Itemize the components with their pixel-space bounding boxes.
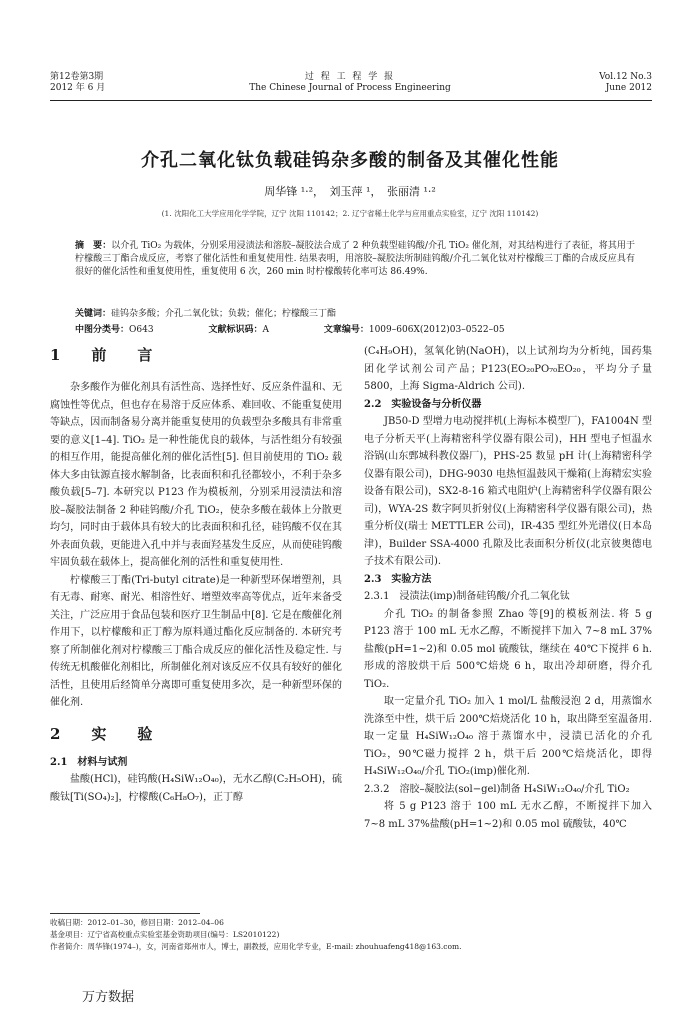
intro-paragraph-1: 杂多酸作为催化剂具有活性高、选择性好、反应条件温和、无腐蚀性等优点，但也存在易溶于反应体系、难回收、不能重复使用等缺点，因而制备易分离并能重复使用的负载型杂多酸具有非常重要的意义[1–4]. TiO₂ 是一种性能优良的载体，与活性组分有较强的相互作用，能提高催化剂的催化活性[5]. 但目前使用的 TiO₂ 载体大多由钛源直接水解制备，比表面积和孔径都较小，不利于杂多酸负载[5–7]. 本研究以 P123 作为模板剂，分别采用浸渍法和溶胶–凝胶法制备 2 种硅钨酸/介孔 TiO₂，使杂多酸在载体上分散更均匀，同时由于载体具有较大的比表面积和孔径，硅钨酸不仅在其外表面负载，更能进入孔中并与表面羟基发生反应，从而使硅钨酸牢固负载在载体上，提高催化剂的活性和重复使用性. [50, 382, 342, 568]
doc-value: A [262, 325, 269, 335]
footnote-rule [50, 913, 200, 914]
right-column [364, 343, 652, 833]
abstract-text: 以介孔 TiO₂ 为载体，分别采用浸渍法和溶胶–凝胶法合成了 2 种负载型硅钨酸/介孔 TiO₂ 催化剂，对其结构进行了表征，将其用于柠檬酸三丁酯合成反应，考察了催化活性和重复使用性. 结果表明，用溶胶–凝胶法所制硅钨酸/介孔二氧化钛对柠檬酸三丁酯的合成反应具有很好的催化活性和重复使用性，重复使用 6 次，260 min 时柠檬酸转化率可达 86.49%. [75, 241, 635, 277]
header-rule [50, 100, 652, 101]
keywords [75, 306, 635, 319]
article-value: 1009–606X(2012)03–0522–05 [368, 325, 505, 335]
header-month: June 2012 [605, 83, 652, 93]
equipment-paragraph: JB50-D 型增力电动搅拌机(上海标本模型厂)，FA1004N 型电子分析天平(上海精密科学仪器有限公司)，HH 型电子恒温水浴锅(山东鄄城科教仪器厂)，PHS-25 数显 pH 计(上海精密科学仪器有限公司)，DHG-9030 电热恒温鼓风干燥箱(上海精宏实验设备有限公司)，SX2-8-16 箱式电阻炉(上海精密科学仪器有限公司)，WYA-2S 数字阿贝折射仪(上海精密科学仪器有限公司)，热重分析仪(瑞士 METTLER 公司)，IR-435 型红外光谱仪(日本岛津)，Builder SSA-4000 孔隙及比表面积分析仪(北京彼奥德电子技术有限公司). [364, 416, 652, 567]
journal-name-en: The Chinese Journal of Process Engineering [249, 83, 451, 93]
header-vol-no: Vol.12 No.3 [599, 72, 652, 82]
method-paragraph-2: 取一定量介孔 TiO₂ 加入 1 mol/L 盐酸浸泡 2 d，用蒸馏水洗涤至中性，烘干后 200℃焙烧活化 10 h，取出降至室温备用. 取一定量 H₄SiW₁₂O₄₀ 溶于蒸馏水中，浸渍已活化的介孔 TiO₂，90℃磁力搅拌 2 h，烘干后 200℃焙烧活化，即得 H₄SiW₁₂O₄₀/介孔 TiO₂(imp)催化剂. [364, 696, 652, 777]
section-2-heading: 2 实 验 [50, 724, 161, 743]
left-column [50, 345, 342, 806]
header-issue [50, 72, 105, 94]
article-label: 文章编号： [323, 325, 369, 335]
footnote-fund: 基金项目：辽宁省高校重点实验室基金资助项目(编号：LS2010122) [50, 930, 280, 939]
method-paragraph-1: 介孔 TiO₂ 的制备参照 Zhao 等[9]的模板剂法. 将 5 g P123 溶于 100 mL 无水乙醇，不断搅拌下加入 7~8 mL 37%盐酸(pH=1~2)和 0.05 mol 硫酸钛，继续在 40℃下搅拌 6 h. 形成的溶胶烘干后 500℃焙烧 6 h，取出冷却研磨，得介孔 TiO₂. [364, 608, 652, 690]
section-2-1-heading: 2.1 材料与试剂 [50, 756, 128, 768]
keywords-label: 关键词： [75, 309, 112, 319]
footnote-received: 收稿日期：2012–01–30，修回日期：2012–04–06 [50, 918, 224, 927]
journal-name-cn: 过 程 工 程 学 报 [304, 72, 396, 82]
clc-label: 中图分类号： [75, 325, 130, 335]
paper-authors: 周华锋 ¹·²， 刘玉萍 ¹， 张丽清 ¹·² [264, 185, 436, 198]
header-volume-en [599, 72, 652, 94]
clc-value: O643 [129, 325, 154, 335]
watermark: 万方数据 [82, 990, 135, 1005]
materials-paragraph: 盐酸(HCl)，硅钨酸(H₄SiW₁₂O₄₀)，无水乙醇(C₂H₅OH)，硫酸钛[Ti(SO₄)₂]，柠檬酸(C₆H₈O₇)，正丁醇 [50, 774, 342, 803]
header-date: 2012 年 6 月 [50, 83, 106, 93]
header-volume: 第12卷第3期 [50, 72, 104, 82]
abstract [75, 240, 635, 279]
section-2-3-2-heading: 2.3.2 溶胶–凝胶法(sol−gel)制备 H₄SiW₁₂O₄₀/介孔 TiO₂ [364, 783, 630, 795]
header-journal [200, 72, 500, 94]
abstract-label: 摘 要： [75, 241, 112, 251]
classification-line [75, 322, 635, 335]
method-paragraph-3: 将 5 g P123 溶于 100 mL 无水乙醇，不断搅拌下加入 7~8 mL 37%盐酸(pH=1~2)和 0.05 mol 硫酸钛，40℃ [364, 801, 652, 830]
article-code [324, 325, 531, 335]
paper-affiliation: (1. 沈阳化工大学应用化学学院，辽宁 沈阳 110142；2. 辽宁省稀土化学与应用重点实验室，辽宁 沈阳 110142) [161, 209, 539, 218]
section-2-3-1-heading: 2.3.1 浸渍法(imp)制备硅钨酸/介孔二氧化钛 [364, 591, 570, 602]
doc-code [208, 325, 295, 335]
keywords-text: 硅钨杂多酸；介孔二氧化钛；负载；催化；柠檬酸三丁酯 [111, 309, 337, 319]
footnote-author: 作者简介：周华锋(1974–)，女，河南省郑州市人，博士，副教授，应用化学专业，E-mail: zhouhuafeng418@163.com. [50, 942, 462, 951]
clc-code [75, 325, 180, 335]
section-2-2-heading: 2.2 实验设备与分析仪器 [364, 398, 482, 410]
section-2-3-heading: 2.3 实验方法 [364, 573, 432, 585]
reagents-continued: (C₄H₉OH)，氢氧化钠(NaOH)，以上试剂均为分析纯，国药集团化学试剂公司产品；P123(EO₂₀PO₇₀EO₂₀，平均分子量 5800，上海 Sigma-Aldrich 公司). [364, 346, 652, 392]
doc-label: 文献标识码： [208, 325, 263, 335]
paper-title: 介孔二氧化钛负载硅钨杂多酸的制备及其催化性能 [141, 150, 559, 171]
section-1-heading: 1 前 言 [50, 346, 161, 364]
intro-paragraph-2: 柠檬酸三丁酯(Tri-butyl citrate)是一种新型环保增塑剂，具有无毒、耐寒、耐光、相溶性好、增塑效率高等优点，近年来备受关注，广泛应用于食品包装和医疗卫生制品中[8]. 它是在酸催化剂作用下，以柠檬酸和正丁醇为原料通过酯化反应制备的. 本研究考察了所制催化剂对柠檬酸三丁酯合成反应的催化活性及稳定性. 与传统无机酸催化剂相比，所制催化剂对该反应不仅具有较好的催化活性，且使用后经简单分离即可重复使用多次，是一种新型环保的催化剂. [50, 574, 342, 708]
